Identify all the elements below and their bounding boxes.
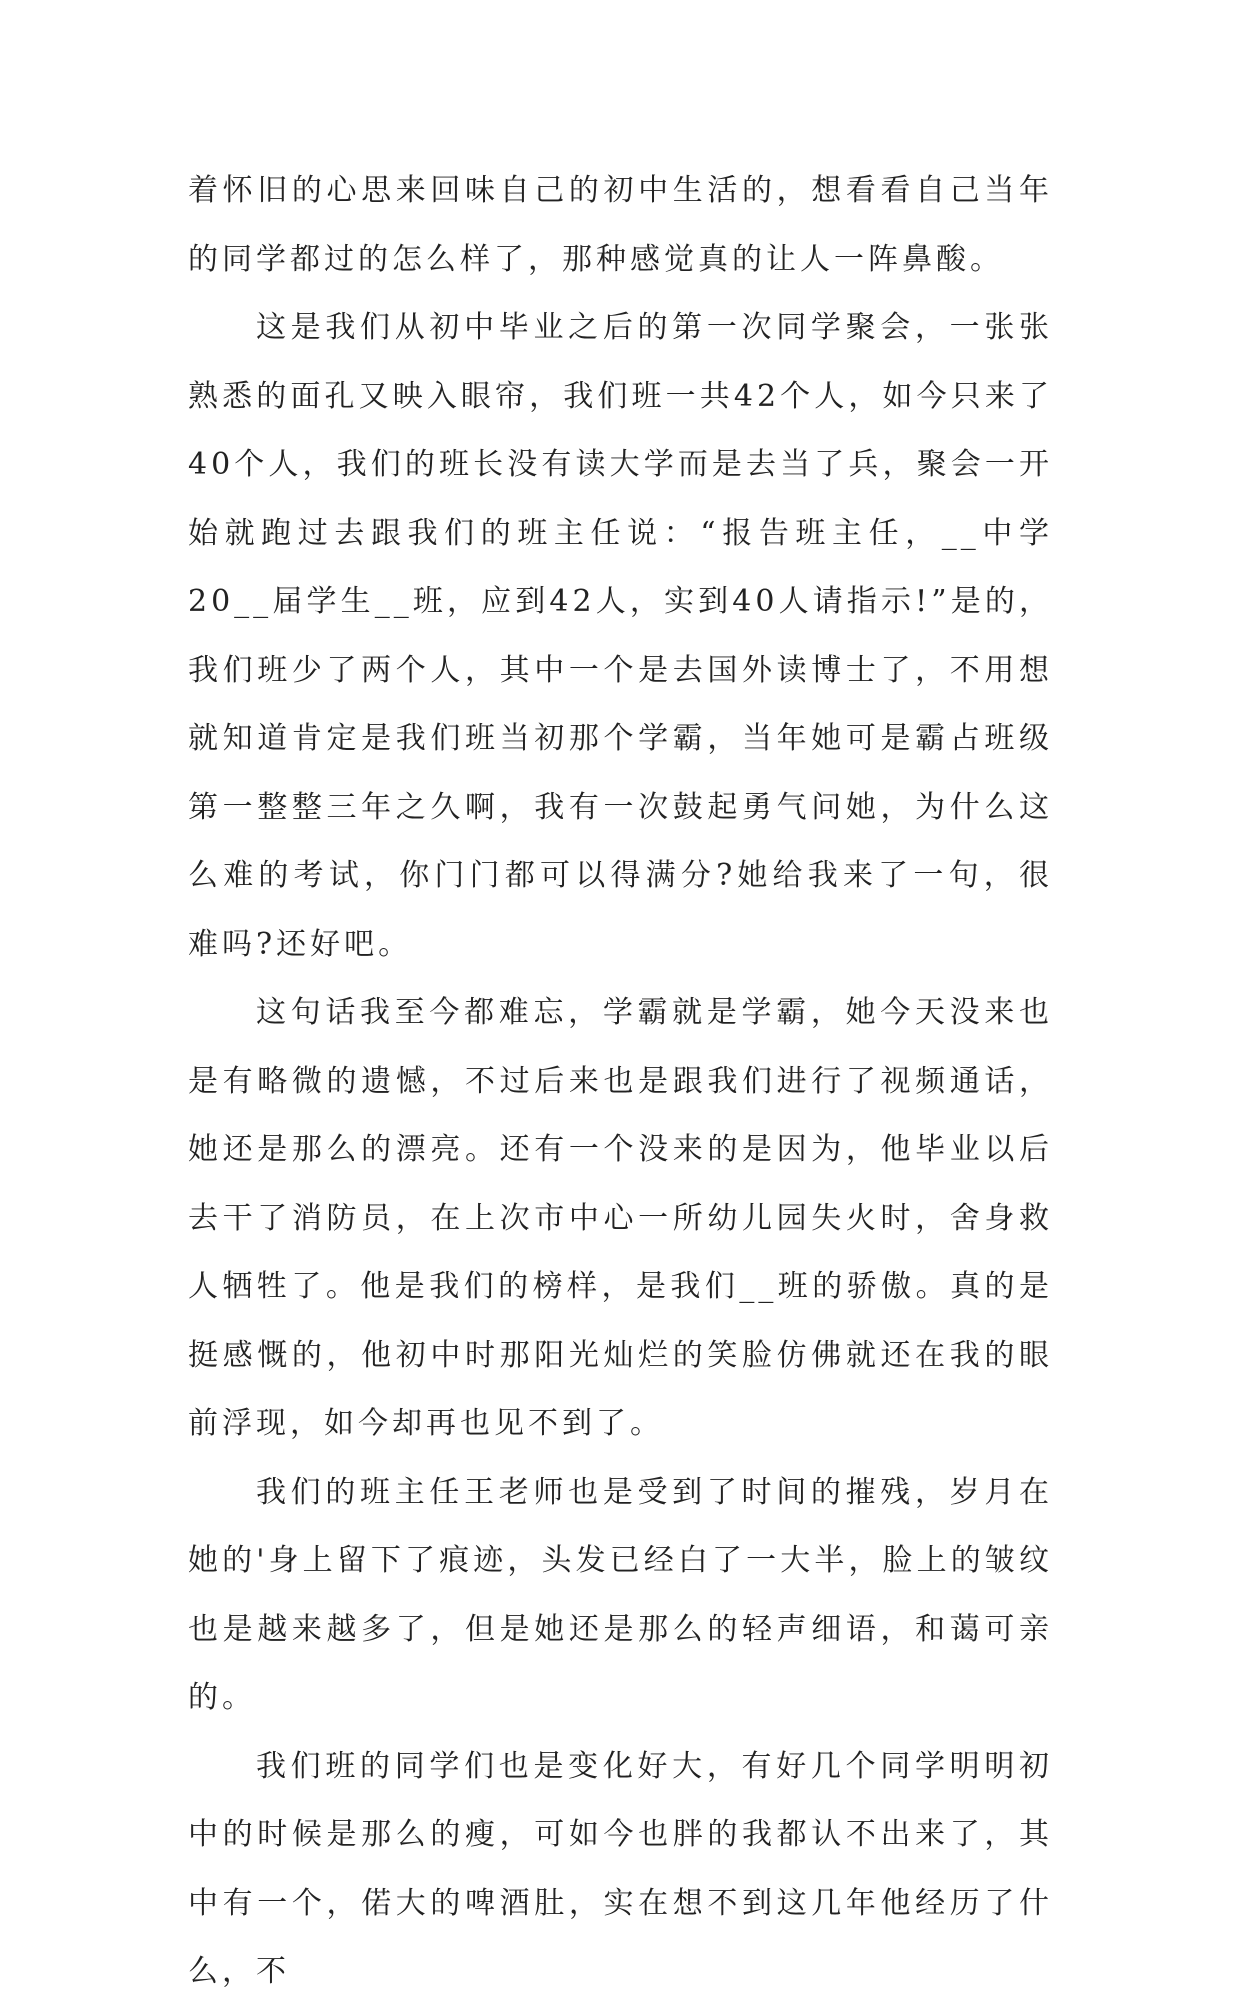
paragraph: 我们的班主任王老师也是受到了时间的摧残，岁月在她的'身上留下了痕迹，头发已经白了一大半，脸上的皱纹也是越来越多了，但是她还是那么的轻声细语，和蔼可亲的。 [188,1474,1053,1715]
body-text [188,157,1053,2007]
paragraph: 我们班的同学们也是变化好大，有好几个同学明明初中的时候是那么的瘦，可如今也胖的我都认不出来了，其中有一个，偌大的啤酒肚，实在想不到这几年他经历了什么，不 [188,1748,1053,1989]
paragraph: 着怀旧的心思来回味自己的初中生活的，想看看自己当年的同学都过的怎么样了，那种感觉真的让人一阵鼻酸。 [188,173,1053,277]
paragraph: 这是我们从初中毕业之后的第一次同学聚会，一张张熟悉的面孔又映入眼帘，我们班一共42个人，如今只来了40个人，我们的班长没有读大学而是去当了兵，聚会一开始就跑过去跟我们的班主任说：“报告班主任，__中学20__届学生__班，应到42人，实到40人请指示!”是的，我们班少了两个人，其中一个是去国外读博士了，不用想就知道肯定是我们班当初那个学霸，当年她可是霸占班级第一整整三年之久啊，我有一次鼓起勇气问她，为什么这么难的考试，你门门都可以得满分?她给我来了一句，很难吗?还好吧。 [188,310,1053,962]
paragraph: 这句话我至今都难忘，学霸就是学霸，她今天没来也是有略微的遗憾，不过后来也是跟我们进行了视频通话，她还是那么的漂亮。还有一个没来的是因为，他毕业以后去干了消防员，在上次市中心一所幼儿园失火时，舍身救人牺牲了。他是我们的榜样，是我们__班的骄傲。真的是挺感慨的，他初中时那阳光灿烂的笑脸仿佛就还在我的眼前浮现，如今却再也见不到了。 [188,995,1053,1441]
